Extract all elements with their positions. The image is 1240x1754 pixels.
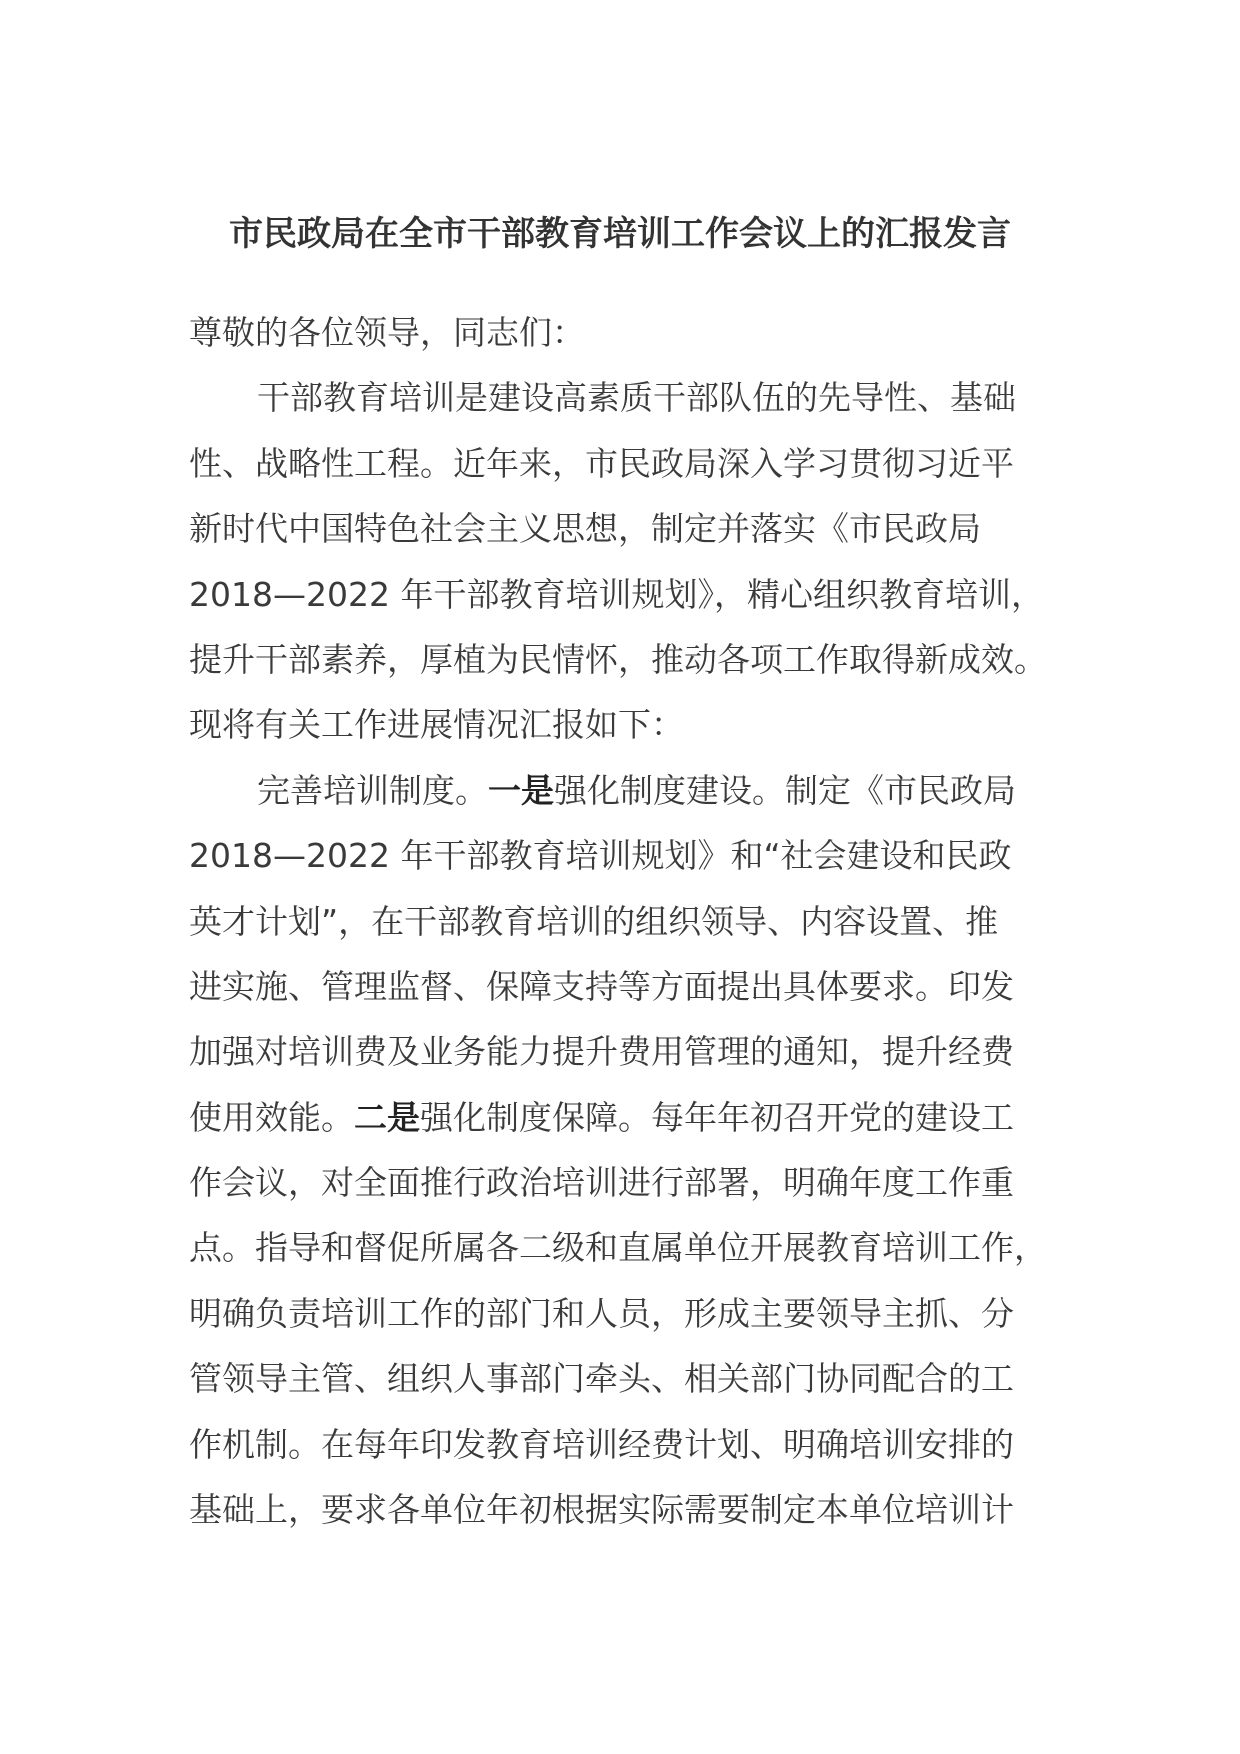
text-line [189,1477,1089,1542]
text-segment: 2018—2022 年干部教育培训规划》，精心组织教育培训， [189,574,1044,614]
text-segment: 强化制度保障。每年年初召开党的建设工 [420,1097,1014,1137]
document-title: 市民政局在全市干部教育培训工作会议上的汇报发言 [229,214,1011,254]
text-line [189,823,1089,888]
text-segment: 尊敬的各位领导，同志们： [189,313,585,352]
text-segment: 干部教育培训是建设高素质干部队伍的先导性、基础 [257,378,1016,418]
text-line [189,1346,1089,1411]
text-line [189,1150,1089,1215]
text-segment: 作机制。在每年印发教育培训经费计划、明确培训安排的 [189,1424,1014,1464]
text-line [189,1085,1089,1150]
text-segment: 提升干部素养，厚植为民情怀，推动各项工作取得新成效。 [189,639,1047,679]
text-line [189,365,1089,430]
text-segment: 英才计划”，在干部教育培训的组织领导、内容设置、推 [189,901,999,941]
text-segment: 基础上，要求各单位年初根据实际需要制定本单位培训计 [189,1490,1014,1530]
document-body [189,300,1089,1542]
text-line [189,1281,1089,1346]
text-line [189,758,1089,823]
text-line [189,954,1089,1019]
text-segment: 管领导主管、组织人事部门牵头、相关部门协同配合的工 [189,1359,1014,1399]
text-segment: 性、战略性工程。近年来，市民政局深入学习贯彻习近平 [189,443,1014,483]
text-segment: 使用效能。 [189,1097,354,1137]
text-segment: 进实施、管理监督、保障支持等方面提出具体要求。印发 [189,966,1014,1006]
text-line [189,627,1089,692]
text-segment: 新时代中国特色社会主义思想，制定并落实《市民政局 [189,509,981,549]
text-line [189,1215,1089,1280]
text-segment: 加强对培训费及业务能力提升费用管理的通知，提升经费 [189,1032,1014,1072]
text-segment: 完善培训制度。 [257,770,488,810]
text-line [189,889,1089,954]
bold-text-segment: 一是 [488,770,554,810]
text-line [189,1019,1089,1084]
text-segment: 强化制度建设。制定《市民政局 [554,770,1016,810]
text-line [189,562,1089,627]
text-segment: 点。指导和督促所属各二级和直属单位开展教育培训工作， [189,1228,1047,1268]
text-line [189,300,1089,365]
bold-text-segment: 二是 [354,1097,420,1137]
text-line [189,692,1089,757]
text-line [189,1412,1089,1477]
text-line [189,496,1089,561]
text-line [189,431,1089,496]
text-segment: 现将有关工作进展情况汇报如下： [189,705,684,745]
text-segment: 2018—2022 年干部教育培训规划》和“社会建设和民政 [189,836,1012,876]
text-segment: 作会议，对全面推行政治培训进行部署，明确年度工作重 [189,1163,1014,1203]
text-segment: 明确负责培训工作的部门和人员，形成主要领导主抓、分 [189,1293,1014,1333]
